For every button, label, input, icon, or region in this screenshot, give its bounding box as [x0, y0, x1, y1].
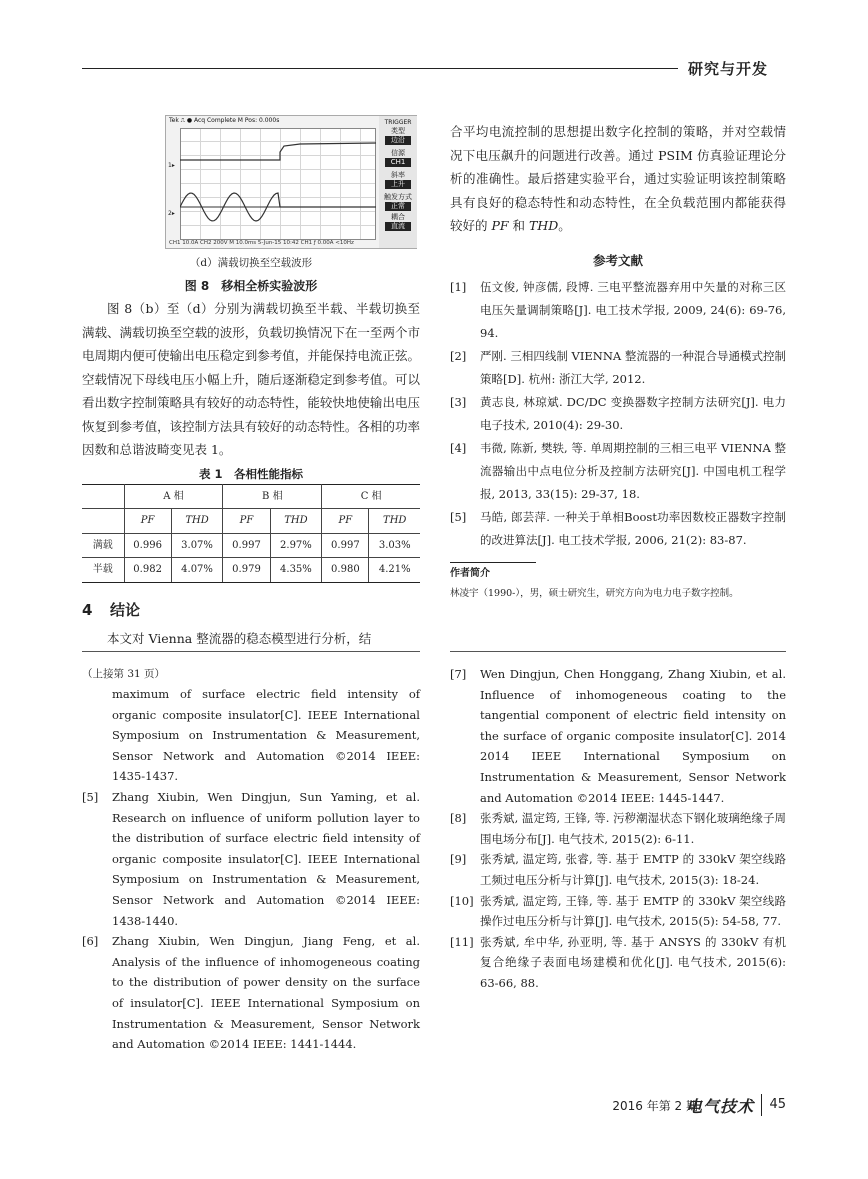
ch1-marker: 1▸ [168, 162, 175, 169]
body-paragraph: 图 8（b）至（d）分别为满载切换至半载、半载切换至满载、满载切换至空载的波形，负载切换情况下在一至两个市电周期内便可使输出电压稳定到参考值，并能保持电流正弦。空载情况下母线电压小幅上升，随后逐渐稳定到参考值。可以看出数字控制策略具有较好的动态特性，能较快地使输出电压恢复到参考值，该控制方法具有较好的动态特性。各相的功率因数和总谐波畸变见表 1。 [82, 301, 420, 457]
reference-item [450, 391, 786, 437]
table-caption: 表 1 各相性能指标 [198, 466, 303, 481]
reference-text: Zhang Xiubin, Wen Dingjun, Sun Yaming, et al. Research on influence of uniform pollution layer to the distribution of surface electric field intensity of organic composite insulator[C]. IEEE International Symposium on Instrumentation & Measurement, Sensor Network and Automation ©2014 IEEE: 1438-1440. [112, 789, 420, 928]
reference-item [450, 506, 786, 552]
reference-number: [10] [450, 893, 474, 908]
reference-item [450, 276, 786, 345]
reference-text: Zhang Xiubin, Wen Dingjun, Jiang Feng, et al. Analysis of the influence of inhomogeneous coating to the distribution of power density on the surface of insulator[C]. IEEE International Symposium on Instrumentation & Measurement, Sensor Network and Automation ©2014 IEEE: 1441-1444. [112, 934, 420, 1052]
table-cell: 0.997 [223, 533, 270, 558]
reference-number: [11] [450, 934, 474, 949]
reference-text: 张秀斌, 温定筠, 王锋, 等. 污秽潮湿状态下钢化玻璃绝缘子周围电场分布[J]. 电气技术, 2015(2): 6-11. [480, 811, 786, 846]
conclusion-text: 合平均电流控制的思想提出数字化控制的策略，并对空载情况下电压飙升的问题进行改善。通过 PSIM 仿真验证理论分析的准确性。最后搭建实验平台，通过实验证明该控制策略具有良好的稳态特性和动态特性，在全负载范围内都能获得较好的 [450, 124, 786, 233]
menu-source-value: CH1 [385, 158, 411, 167]
author-heading: 作者简介 [450, 567, 490, 579]
conclusion-paragraph-continued [450, 120, 786, 238]
right-column [450, 120, 786, 603]
table-subheader: THD [369, 509, 420, 534]
table-cell: 4.35% [270, 558, 322, 583]
references-title: 参考文献 [592, 252, 643, 268]
scope-status-bar: Tek ⎍ ● Acq Complete M Pos: 0.000s [169, 117, 280, 124]
reference-text: 伍文俊, 钟彦儒, 段博. 三电平整流器弃用中矢量的对称三区电压矢量调制策略[J]. 电工技术学报, 2009, 24(6): 69-76, 94. [480, 279, 786, 340]
reference-number: [6] [82, 934, 99, 949]
reference-text: 严刚. 三相四线制 VIENNA 整流器的一种混合导通模式控制策略[D]. 杭州: 浙江大学, 2012. [480, 348, 786, 386]
menu-type: 类型 [391, 127, 405, 135]
reference-item [450, 891, 786, 932]
reference-text: 张秀斌, 温定筠, 张睿, 等. 基于 EMTP 的 330kV 架空线路工频过电压分析与计算[J]. 电气技术, 2015(3): 18-24. [480, 852, 786, 887]
table-cell: 0.996 [124, 533, 171, 558]
table-subheader: THD [270, 509, 322, 534]
menu-mode: 触发方式 [384, 193, 412, 201]
table-cell: 3.03% [369, 533, 420, 558]
ch2-marker: 2▸ [168, 210, 175, 217]
reference-number: [9] [450, 852, 467, 867]
reference-number: [2] [450, 348, 467, 363]
issue-label: 2016 年第 2 期 [612, 1099, 698, 1113]
menu-slope-value: 上升 [385, 180, 411, 189]
period-text: 。 [558, 218, 571, 233]
section-header-title: 研究与开发 [688, 60, 769, 78]
menu-type-value: 边沿 [385, 136, 411, 145]
thd-term: THD [529, 218, 559, 233]
reference-item [450, 808, 786, 849]
reference-item [82, 931, 420, 1055]
performance-table [82, 484, 420, 583]
table-cell: 0.982 [124, 558, 171, 583]
section-number: 4 [82, 600, 93, 619]
continued-left-column [82, 664, 420, 1055]
table-cell: 4.21% [369, 558, 420, 583]
footer-separator [761, 1094, 762, 1116]
table-row-label: 半载 [82, 558, 124, 583]
section-heading [82, 597, 420, 623]
reference-list [450, 276, 786, 552]
reference-text: 张秀斌, 温定筠, 王锋, 等. 基于 EMTP 的 330kV 架空线路操作过电压分析与计算[J]. 电气技术, 2015(5): 54-58, 77. [480, 893, 786, 929]
table-subheader: PF [223, 509, 270, 534]
and-text: 和 [508, 218, 530, 233]
reference-number: [1] [450, 279, 467, 294]
table-cell: 2.97% [270, 533, 322, 558]
menu-slope: 斜率 [391, 171, 405, 179]
reference-item [450, 932, 786, 994]
table-phase-header: A 相 [124, 484, 223, 509]
table-cell: 3.07% [171, 533, 223, 558]
author-bio: 林凌宇（1990-），男，硕士研究生，研究方向为电力电子数字控制。 [450, 587, 739, 599]
continued-reference-list [450, 664, 786, 994]
table-subheader-row [82, 509, 420, 534]
table-phase-header: B 相 [223, 484, 322, 509]
scope-trigger-menu [379, 116, 417, 248]
reference-text: 张秀斌, 牟中华, 孙亚明, 等. 基于 ANSYS 的 330kV 有机复合绝缘子表面电场建模和优化[J]. 电气技术, 2015(6): 63-66, 88. [480, 934, 786, 990]
header-rule [82, 68, 678, 69]
table-cell: 0.997 [322, 533, 369, 558]
left-column [82, 115, 420, 650]
divider-left [82, 651, 420, 652]
continued-reference-list [82, 787, 420, 1055]
journal-name: 电气技术 [685, 1097, 754, 1116]
continued-right-column [450, 664, 786, 994]
oscilloscope-figure [165, 115, 417, 249]
menu-coupling: 耦合 [391, 213, 405, 221]
figure-subcaption: （d）满载切换至空载波形 [189, 257, 313, 269]
table-row [82, 533, 420, 558]
menu-mode-value: 正常 [385, 202, 411, 211]
trigger-label: TRIGGER [384, 119, 412, 126]
table-corner-cell [82, 509, 124, 534]
reference-number: [5] [82, 789, 99, 804]
reference-item [450, 345, 786, 391]
reference-number: [3] [450, 394, 467, 409]
continued-note: （上接第 31 页） [82, 668, 166, 680]
pf-term: PF [491, 218, 509, 233]
section-title: 结论 [110, 600, 141, 619]
reference-number: [5] [450, 509, 467, 524]
table-row [82, 558, 420, 583]
figure-caption: 图 8 移相全桥实验波形 [184, 279, 318, 293]
menu-coupling-value: 直流 [385, 222, 411, 231]
table-subheader: PF [322, 509, 369, 534]
divider-right [450, 651, 786, 652]
reference-item [450, 437, 786, 506]
page-number: 45 [769, 1097, 786, 1112]
reference-item [450, 849, 786, 890]
menu-source: 信源 [391, 149, 405, 157]
table-row-label: 满载 [82, 533, 124, 558]
table-subheader: PF [124, 509, 171, 534]
table-phase-header: C 相 [322, 484, 420, 509]
reference-number: [8] [450, 811, 467, 826]
reference-item [82, 787, 420, 931]
reference-text: 马皓, 郎芸萍. 一种关于单相Boost功率因数校正器数字控制的改进算法[J]. 电工技术学报, 2006, 21(2): 83-87. [480, 509, 786, 547]
conclusion-paragraph-start: 本文对 Vienna 整流器的稳态模型进行分析，结 [107, 630, 372, 646]
bus-voltage-trace [180, 143, 376, 160]
table-corner-cell [82, 484, 124, 509]
page-footer [560, 1094, 790, 1116]
table-header-row [82, 484, 420, 509]
reference-item [450, 664, 786, 808]
table-cell: 0.979 [223, 558, 270, 583]
reference-number: [7] [450, 667, 467, 681]
table-subheader: THD [171, 509, 223, 534]
scope-bottom-readout: CH1 10.0A CH2 200V M 10.0ms 5-Jun-15 10:42 CH1 ƒ 0.00A <10Hz [169, 240, 354, 246]
reference-text: Wen Dingjun, Chen Honggang, Zhang Xiubin, et al. Influence of inhomogeneous coating to the tangential component of electric field intensity on the surface of organic composite insulator[C]. 2014 2014 IEEE International Symposium on Instrumentation & Measurement, Sensor Network and Automation ©2014 IEEE: 1445-1447. [480, 667, 786, 805]
reference-text: 韦微, 陈新, 樊轶, 等. 单周期控制的三相三电平 VIENNA 整流器输出中点电位分析及控制方法研究[J]. 中国电机工程学报, 2013, 33(15): 29-37, 18. [480, 440, 786, 501]
scope-waveforms [180, 128, 376, 240]
continued-reference-tail: maximum of surface electric field intensity of organic composite insulator[C]. IEEE International Symposium on Instrumentation & Measurement, Sensor Network and Automation ©2014 IEEE: 1435-1437. [112, 687, 420, 784]
reference-text: 黄志良, 林琼斌. DC/DC 变换器数字控制方法研究[J]. 电力电子技术, 2010(4): 29-30. [480, 394, 786, 432]
reference-number: [4] [450, 440, 467, 455]
table-cell: 0.980 [322, 558, 369, 583]
table-cell: 4.07% [171, 558, 223, 583]
